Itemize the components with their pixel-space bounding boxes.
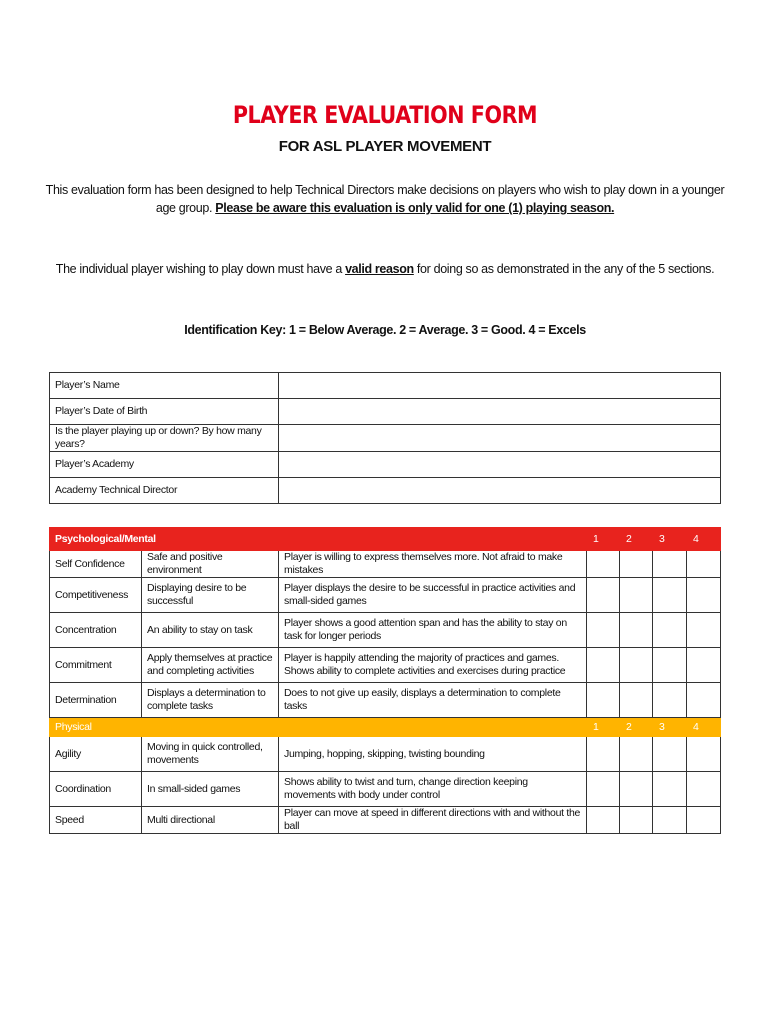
table-row (50, 399, 721, 425)
intro-emphasis: Please be aware this evaluation is only valid for one (1) playing season. (215, 201, 615, 215)
form-title: PLAYER EVALUATION FORM (232, 101, 538, 129)
rating-cell[interactable] (587, 737, 620, 772)
rating-cell[interactable] (653, 613, 687, 648)
player-academy-label: Player’s Academy (50, 452, 279, 478)
section-header-psychological (50, 528, 721, 551)
table-row (50, 425, 721, 452)
section-header-blank (279, 718, 587, 737)
skill-description: Multi directional (142, 807, 279, 834)
table-row (50, 807, 721, 834)
skill-description: Moving in quick controlled, movements (142, 737, 279, 772)
rating-cell[interactable] (587, 578, 620, 613)
rating-cell[interactable] (653, 648, 687, 683)
table-row (50, 578, 721, 613)
skill-description: In small-sided games (142, 772, 279, 807)
table-row (50, 613, 721, 648)
skill-detail: Player displays the desire to be successful in practice activities and small-sided games (279, 578, 587, 613)
skill-detail: Jumping, hopping, skipping, twisting bounding (279, 737, 587, 772)
rating-cell[interactable] (587, 613, 620, 648)
rating-cell[interactable] (687, 737, 721, 772)
intro-text: This evaluation form has been designed to help Technical Directors make decisions on players who wish to play down in a younger age group. (45, 183, 725, 215)
rating-cell[interactable] (653, 807, 687, 834)
rating-cell[interactable] (653, 737, 687, 772)
rating-cell[interactable] (620, 613, 653, 648)
playing-up-down-label: Is the player playing up or down? By how many years? (50, 425, 279, 452)
rating-header: 1 (587, 528, 620, 551)
technical-director-field[interactable] (279, 478, 721, 504)
valid-reason-before: The individual player wishing to play down must have a (55, 262, 346, 276)
identification-key: Identification Key: 1 = Below Average. 2 = Average. 3 = Good. 4 = Excels (184, 323, 586, 337)
skill-description: Displaying desire to be successful (142, 578, 279, 613)
skill-detail: Does to not give up easily, displays a determination to complete tasks (279, 683, 587, 718)
skill-detail: Player is willing to express themselves more. Not afraid to make mistakes (279, 551, 587, 578)
skill-name: Coordination (50, 772, 142, 807)
table-row (50, 772, 721, 807)
rating-cell[interactable] (687, 551, 721, 578)
table-row (50, 452, 721, 478)
player-info-table (49, 372, 721, 504)
skill-description: Safe and positive environment (142, 551, 279, 578)
skill-detail: Shows ability to twist and turn, change direction keeping movements with body under control (279, 772, 587, 807)
rating-cell[interactable] (687, 648, 721, 683)
rating-cell[interactable] (687, 683, 721, 718)
rating-header: 3 (653, 528, 687, 551)
rating-cell[interactable] (620, 683, 653, 718)
rating-header: 2 (620, 718, 653, 737)
skill-detail: Player is happily attending the majority of practices and games. Shows ability to complete activities and exercises during practice (279, 648, 587, 683)
table-row (50, 648, 721, 683)
section-header-blank (279, 528, 587, 551)
rating-header: 1 (587, 718, 620, 737)
skill-name: Speed (50, 807, 142, 834)
rating-cell[interactable] (620, 772, 653, 807)
rating-cell[interactable] (687, 772, 721, 807)
valid-reason-after: for doing so as demonstrated in the any of the 5 sections. (413, 262, 715, 276)
skill-description: An ability to stay on task (142, 613, 279, 648)
rating-cell[interactable] (653, 551, 687, 578)
skill-name: Competitiveness (50, 578, 142, 613)
section-title: Physical (50, 718, 279, 737)
skill-detail: Player can move at speed in different directions with and without the ball (279, 807, 587, 834)
technical-director-label: Academy Technical Director (50, 478, 279, 504)
rating-cell[interactable] (587, 648, 620, 683)
table-row (50, 737, 721, 772)
section-header-physical (50, 718, 721, 737)
skill-name: Commitment (50, 648, 142, 683)
rating-cell[interactable] (687, 578, 721, 613)
rating-cell[interactable] (620, 648, 653, 683)
player-dob-label: Player’s Date of Birth (50, 399, 279, 425)
rating-cell[interactable] (653, 772, 687, 807)
rating-header: 3 (653, 718, 687, 737)
player-dob-field[interactable] (279, 399, 721, 425)
table-row (50, 373, 721, 399)
rating-header: 2 (620, 528, 653, 551)
skill-name: Concentration (50, 613, 142, 648)
player-academy-field[interactable] (279, 452, 721, 478)
table-row (50, 683, 721, 718)
rating-cell[interactable] (620, 737, 653, 772)
skill-description: Displays a determination to complete tasks (142, 683, 279, 718)
rating-cell[interactable] (587, 683, 620, 718)
valid-reason-paragraph (0, 262, 770, 276)
playing-up-down-field[interactable] (279, 425, 721, 452)
player-name-field[interactable] (279, 373, 721, 399)
rating-cell[interactable] (653, 683, 687, 718)
rating-cell[interactable] (687, 613, 721, 648)
rating-cell[interactable] (587, 807, 620, 834)
rating-cell[interactable] (587, 551, 620, 578)
rating-cell[interactable] (587, 772, 620, 807)
rating-cell[interactable] (687, 807, 721, 834)
rating-cell[interactable] (653, 578, 687, 613)
table-row (50, 551, 721, 578)
rating-header: 4 (687, 528, 721, 551)
skill-description: Apply themselves at practice and completing activities (142, 648, 279, 683)
form-subtitle: FOR ASL PLAYER MOVEMENT (278, 138, 492, 155)
player-name-label: Player’s Name (50, 373, 279, 399)
rating-cell[interactable] (620, 807, 653, 834)
valid-reason-emphasis: valid reason (345, 262, 414, 276)
rating-header: 4 (687, 718, 721, 737)
skill-name: Agility (50, 737, 142, 772)
rating-cell[interactable] (620, 578, 653, 613)
skill-detail: Player shows a good attention span and has the ability to stay on task for longer periods (279, 613, 587, 648)
skill-name: Self Confidence (50, 551, 142, 578)
table-row (50, 478, 721, 504)
intro-paragraph (40, 181, 730, 217)
skill-name: Determination (50, 683, 142, 718)
evaluation-table (49, 527, 721, 834)
rating-cell[interactable] (620, 551, 653, 578)
section-title: Psychological/Mental (50, 528, 279, 551)
